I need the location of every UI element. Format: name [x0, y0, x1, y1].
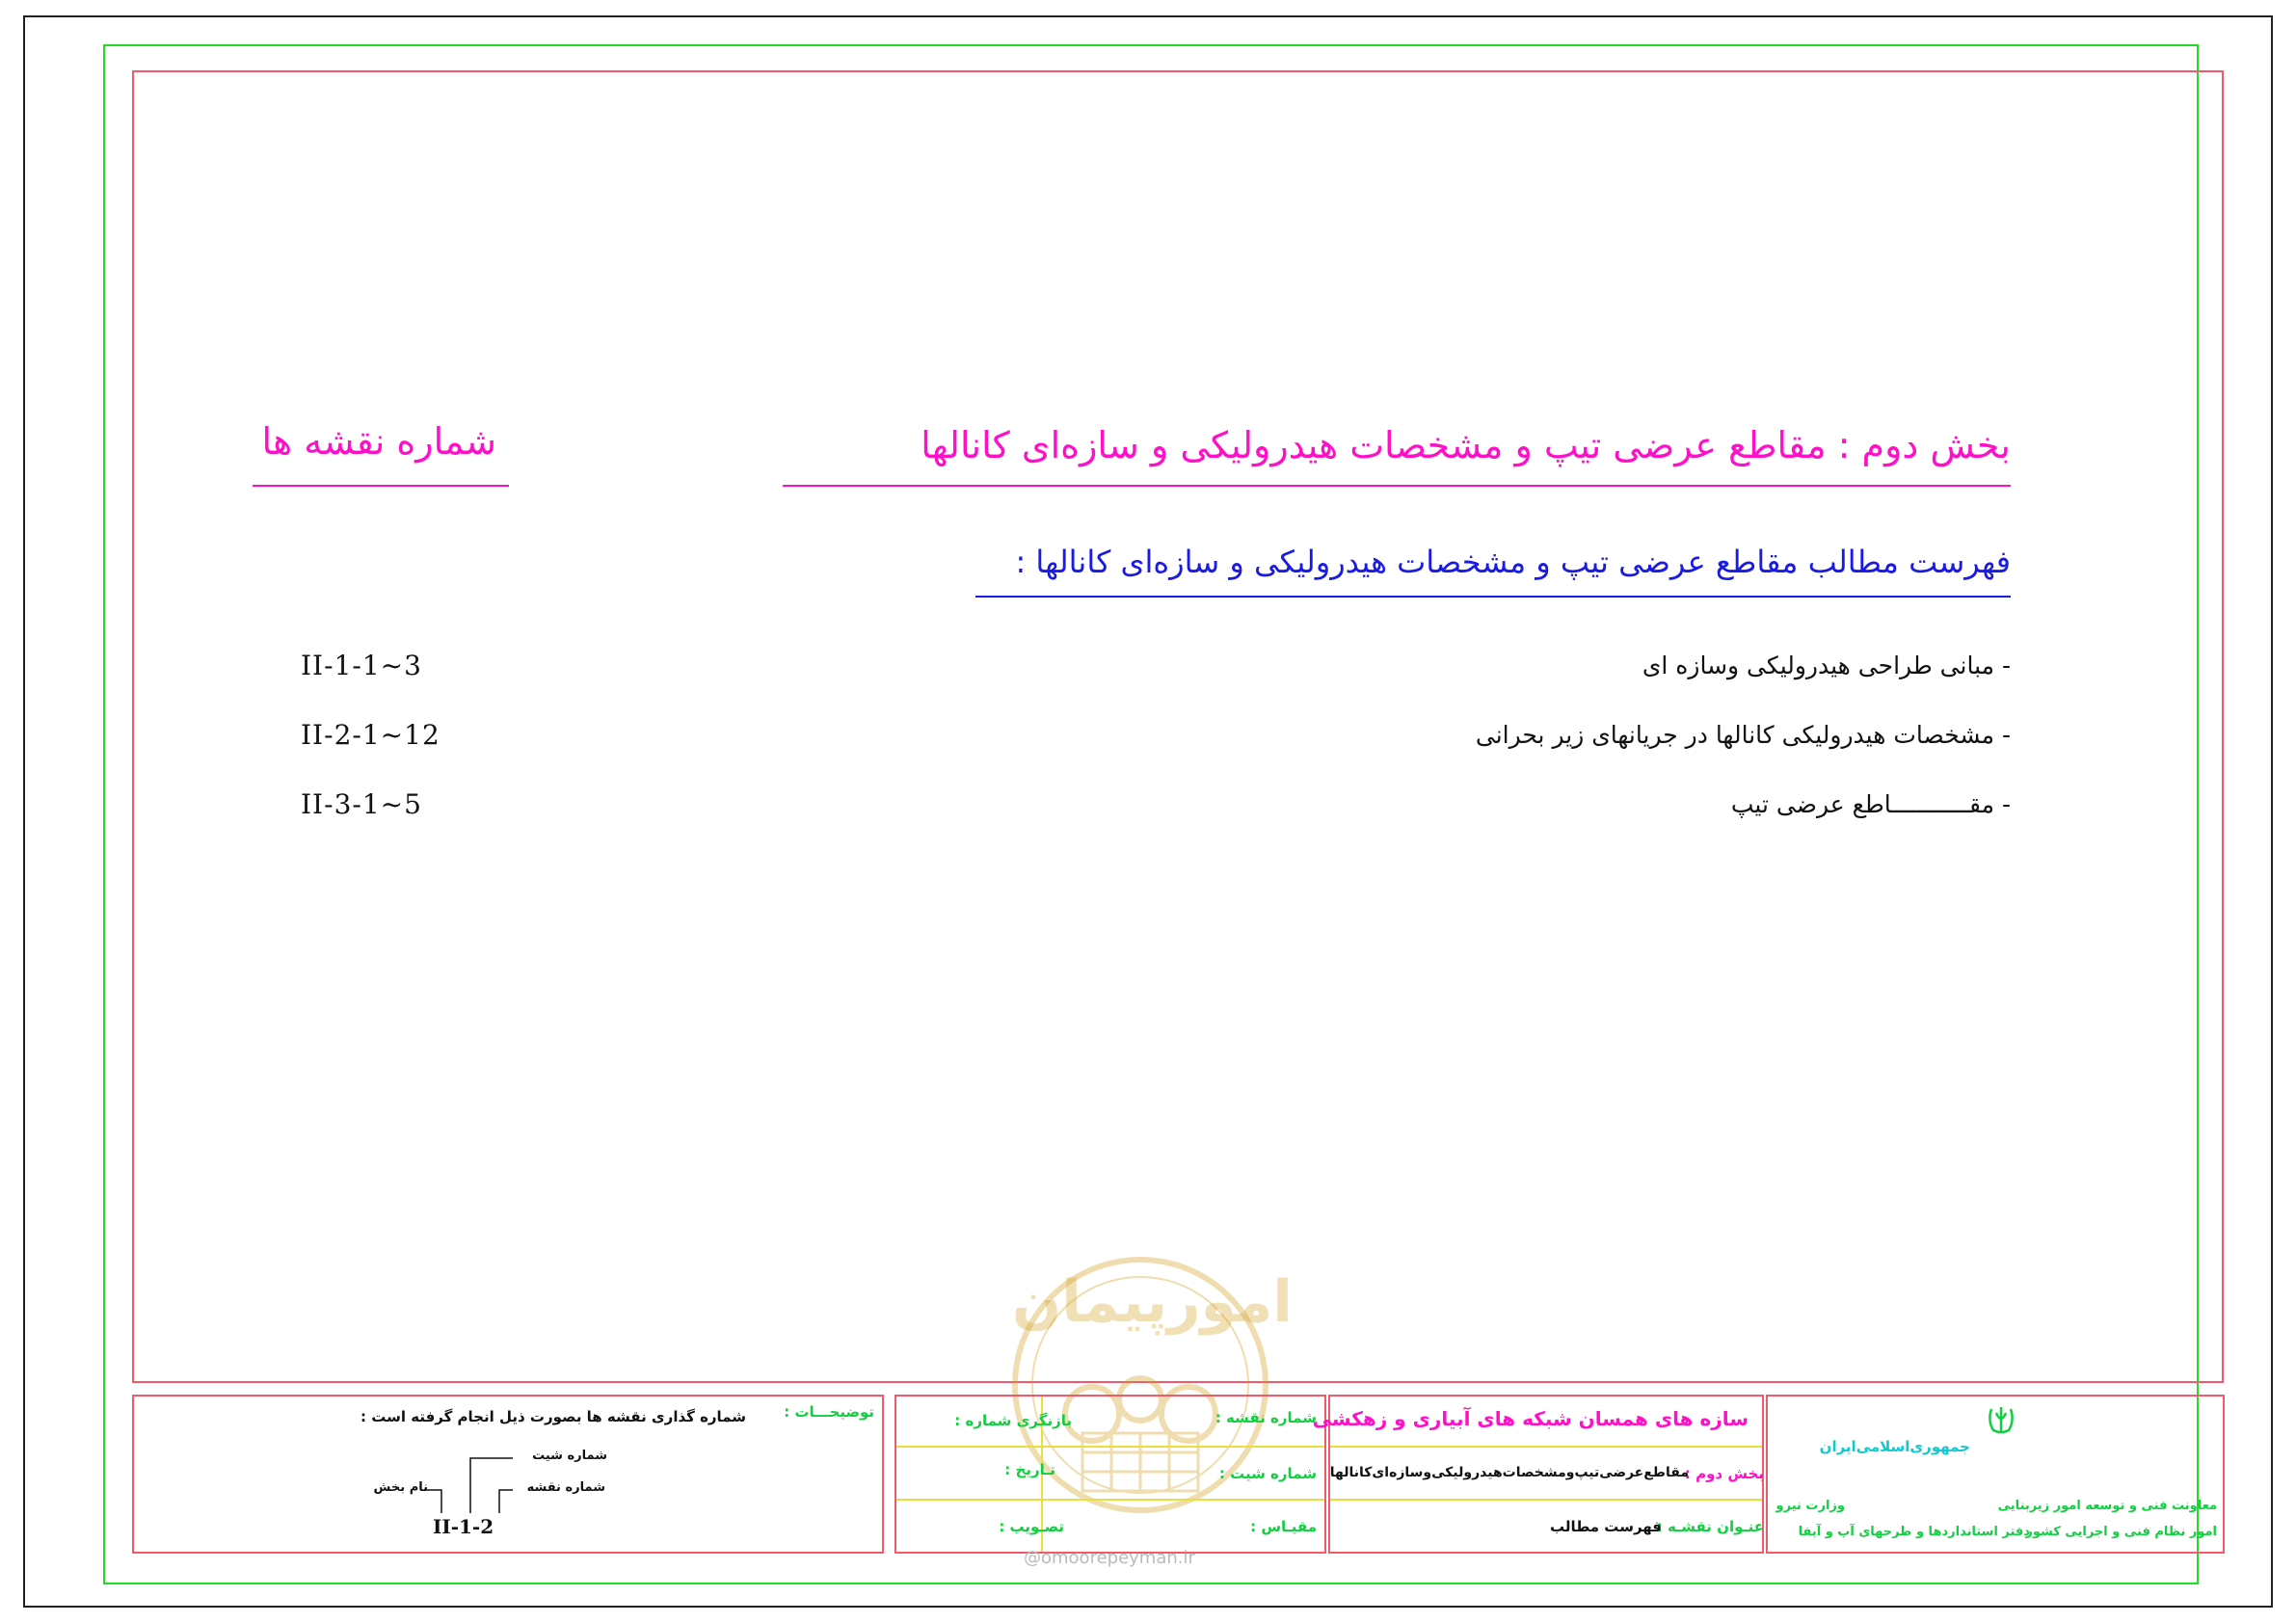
drawing-title-label: عنـوان نقشـه :	[1656, 1518, 1764, 1535]
drawing-numbers-underline	[253, 485, 509, 487]
revision-divider-1	[896, 1446, 1324, 1448]
approval-label: تصـويب :	[999, 1518, 1064, 1535]
revision-number: بازنگری شماره :	[954, 1412, 1072, 1429]
toc-item-3-code: II-3-1~5	[301, 788, 422, 820]
watermark-handle: @omoorepeyman.ir	[1024, 1548, 1195, 1568]
toc-title: فهرست مطالب مقاطع عرضی تیپ و مشخصات هیدرولیکی و سازه‌ای کانالها :	[1015, 544, 2011, 580]
org-office: دفتر استانداردها و طرحهای آب و آبفا	[1798, 1525, 2030, 1539]
notes-text: شماره گذاری نقشه ها بصورت ذیل انجام گرفته است :	[360, 1408, 746, 1425]
toc-item-2-label: - مشخصات هیدرولیکی کانالها در جریانهای زیر بحرانی	[1475, 721, 2011, 749]
drawing-numbers-title: شماره نقشه ها	[261, 420, 496, 463]
project-divider-1	[1330, 1446, 1762, 1448]
revision-divider-2	[896, 1499, 1324, 1501]
notes-section-name: نام بخش	[373, 1480, 428, 1495]
project-title: سازه های همسان شبکه های آبیاری و زهکشی	[1312, 1407, 1749, 1430]
org-deputy: معاونت فنی و توسعه امور زیربنایی	[1997, 1499, 2217, 1513]
org-country: جمهوری‌اسلامی‌ایران	[1819, 1438, 1970, 1455]
notes-code-diagram	[424, 1450, 521, 1518]
drawing-title-value: فهرست مطالب	[1550, 1518, 1662, 1535]
notes-drawing-number: شماره نقشه	[526, 1480, 605, 1495]
toc-item-1-label: - مبانی طراحی هیدرولیکی وسازه ای	[1642, 652, 2011, 679]
notes-example-code: II-1-2	[433, 1515, 494, 1538]
notes-sheet-number: شماره شیت	[532, 1449, 607, 1463]
section-title-underline	[783, 485, 2011, 487]
section-label: بخش دوم :	[1684, 1465, 1764, 1482]
toc-title-underline	[975, 596, 2011, 598]
org-ministry: وزارت نیرو	[1775, 1499, 1845, 1513]
toc-item-1-code: II-1-1~3	[301, 650, 422, 681]
section-title: بخش دوم : مقاطع عرضی تیپ و مشخصات هیدرولیکی و سازه‌ای کانالها	[921, 424, 2011, 466]
watermark-logo-text: امورپیمان	[1012, 1268, 1293, 1336]
sheet-number-label: شماره شيت :	[1218, 1465, 1317, 1482]
scale-label: مقيـاس :	[1250, 1518, 1317, 1535]
emblem-icon	[1984, 1403, 2018, 1438]
org-affairs: امور نظام فنی و اجرایی کشور	[2025, 1525, 2217, 1539]
toc-item-2-code: II-2-1~12	[301, 719, 441, 751]
notes-label: توضیحـــات :	[784, 1403, 874, 1421]
drawing-number-label: شماره نقشه :	[1215, 1409, 1317, 1426]
section-value: مقاطع‌عرضی‌تیپ‌و‌مشخصات‌هیدرولیکی‌و‌سازه‌ای‌کانالها	[1329, 1465, 1689, 1480]
project-divider-2	[1330, 1499, 1762, 1501]
toc-item-3-label: - مقـــــــــــاطع عرضی تیپ	[1730, 790, 2011, 818]
date-label: تـاريخ :	[1004, 1461, 1055, 1478]
